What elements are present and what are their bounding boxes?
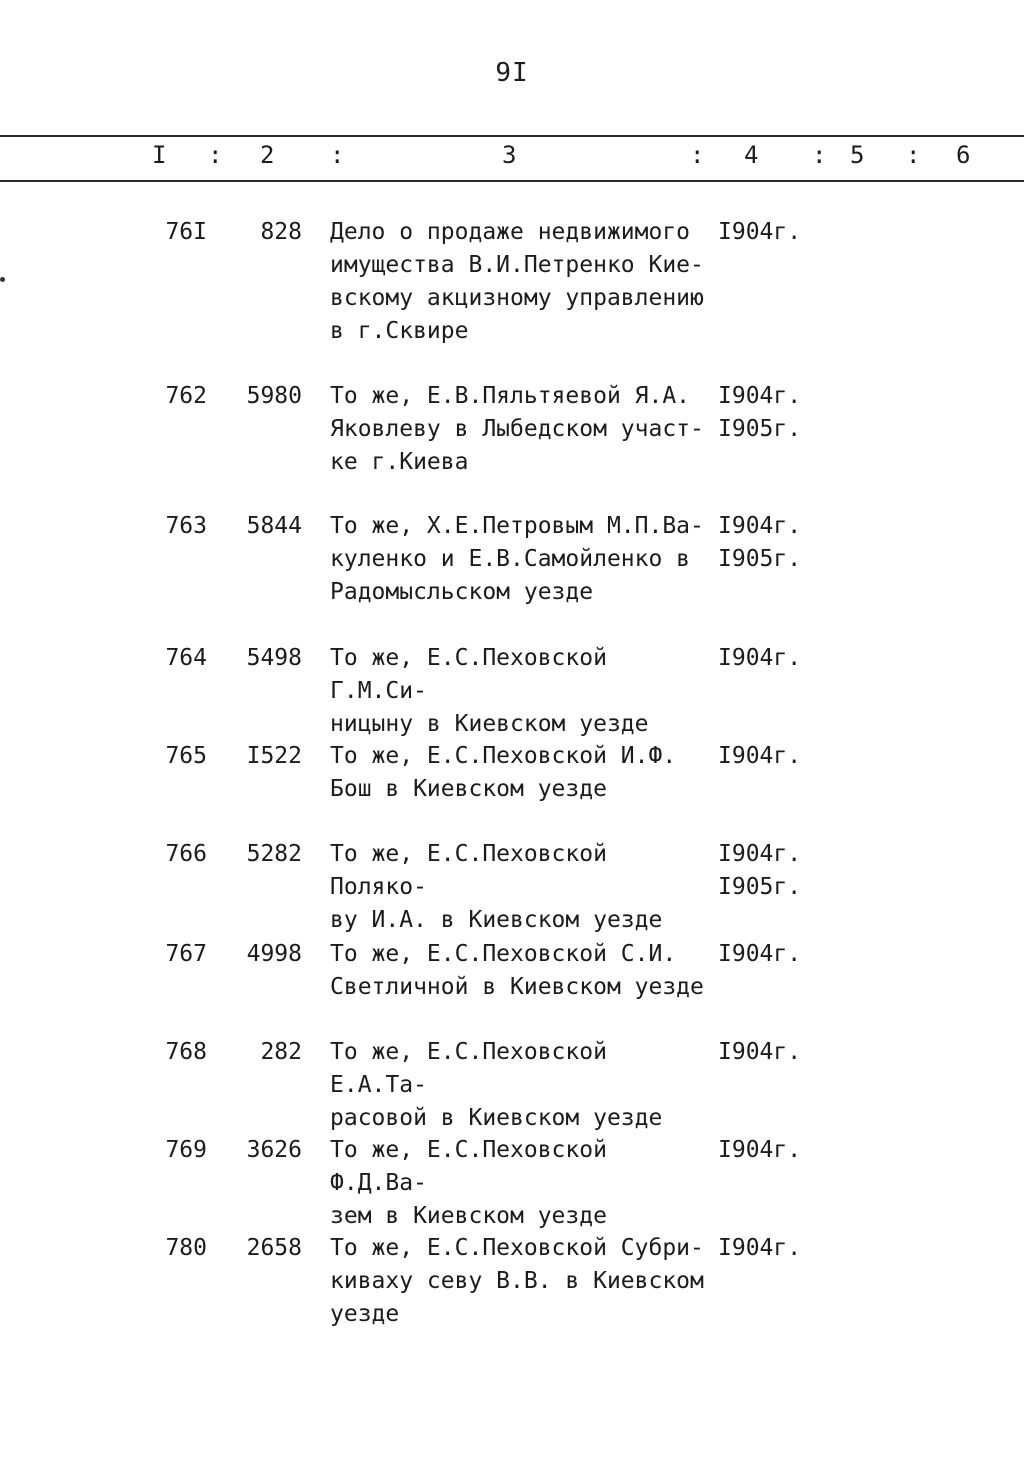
entry-file-number: I522 (246, 743, 302, 769)
column-separator: : (208, 141, 223, 169)
entry-dates: I904г. (718, 219, 802, 245)
entry-description: Дело о продаже недвижимого имущества В.И.Петренко Кие- вскому акцизному управлению в г.Сквире (330, 219, 704, 344)
entry-file-number: 5498 (246, 645, 302, 671)
entry-description: То же, Е.С.Пеховской Е.А.Та- расовой в Киевском уезде (330, 1039, 663, 1131)
entry-description: То же, Е.С.Пеховской И.Ф. Бош в Киевском уезде (330, 743, 677, 802)
entry-index: 762 (165, 383, 207, 409)
column-header-5: 5 (850, 141, 865, 169)
entry-dates: I904г. (718, 1137, 802, 1163)
entry-description: То же, Е.С.Пеховской Субри- киваху севу В.В. в Киевском уезде (330, 1235, 704, 1327)
entry-dates: I904г. (718, 743, 802, 769)
entry-index: 768 (165, 1039, 207, 1065)
entry-description: То же, Е.С.Пеховской Ф.Д.Ва- зем в Киевском уезде (330, 1137, 607, 1229)
column-separator: : (906, 141, 921, 169)
header-bottom-rule (0, 180, 1024, 182)
entry-file-number: 3626 (246, 1137, 302, 1163)
entry-file-number: 282 (260, 1039, 302, 1065)
entry-file-number: 5844 (246, 513, 302, 539)
entry-description: То же, Х.Е.Петровым М.П.Ва- куленко и Е.В.Самойленко в Радомысльском уезде (330, 513, 704, 605)
column-header-1: I (152, 141, 167, 169)
entry-dates: I904г. I905г. (718, 841, 802, 900)
entry-file-number: 2658 (246, 1235, 302, 1261)
entry-index: 764 (165, 645, 207, 671)
header-top-rule (0, 135, 1024, 137)
entry-dates: I904г. (718, 941, 802, 967)
entry-index: 765 (165, 743, 207, 769)
entry-index: 780 (165, 1235, 207, 1261)
column-header-6: 6 (956, 141, 971, 169)
entry-dates: I904г. (718, 1039, 802, 1065)
entry-index: 767 (165, 941, 207, 967)
column-header-2: 2 (260, 141, 275, 169)
entry-description: То же, Е.В.Пяльтяевой Я.А. Яковлеву в Лыбедском участ- ке г.Киева (330, 383, 704, 475)
margin-mark (0, 277, 5, 282)
entry-description: То же, Е.С.Пеховской С.И. Светличной в Киевском уезде (330, 941, 704, 1000)
entry-index: 766 (165, 841, 207, 867)
entry-file-number: 5282 (246, 841, 302, 867)
entry-index: 769 (165, 1137, 207, 1163)
entry-description: То же, Е.С.Пеховской Поляко- ву И.А. в Киевском уезде (330, 841, 663, 933)
page-number: 9I (495, 58, 529, 88)
entry-dates: I904г. I905г. (718, 383, 802, 442)
entry-file-number: 4998 (246, 941, 302, 967)
column-header-3: 3 (502, 141, 517, 169)
entry-index: 76I (165, 219, 207, 245)
entry-file-number: 5980 (246, 383, 302, 409)
entry-dates: I904г. (718, 645, 802, 671)
entry-index: 763 (165, 513, 207, 539)
entry-dates: I904г. (718, 1235, 802, 1261)
column-separator: : (330, 141, 345, 169)
entry-dates: I904г. I905г. (718, 513, 802, 572)
column-header-4: 4 (744, 141, 759, 169)
entry-description: То же, Е.С.Пеховской Г.М.Си- ницыну в Киевском уезде (330, 645, 649, 737)
entry-file-number: 828 (260, 219, 302, 245)
column-separator: : (812, 141, 827, 169)
column-separator: : (690, 141, 705, 169)
